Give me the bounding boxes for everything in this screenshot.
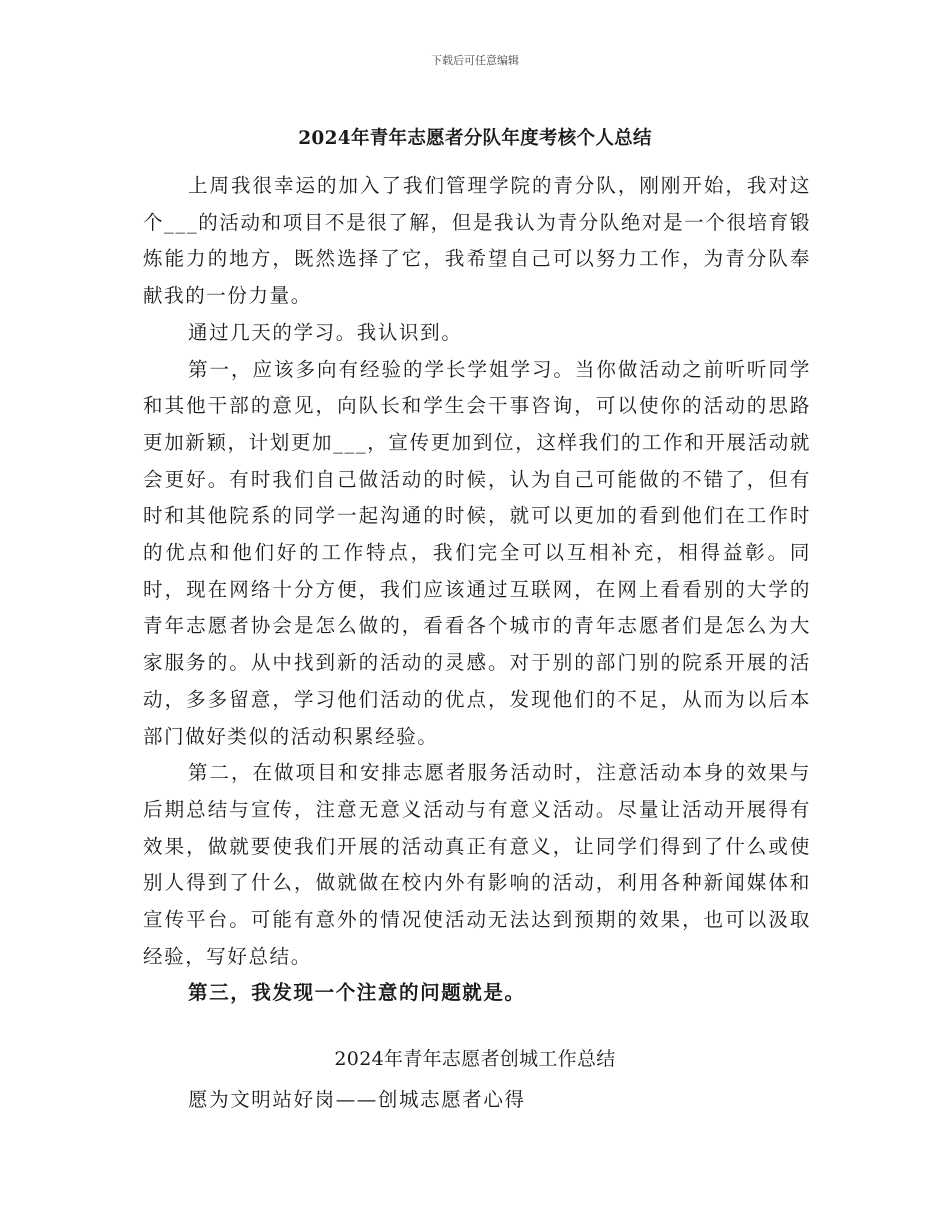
section-subtitle: 愿为文明站好岗——创城志愿者心得 [188, 1088, 526, 1111]
paragraph-first: 第一，应该多向有经验的学长学姐学习。当你做活动之前听听同学和其他干部的意见，向队长和学生会干事咨询，可以使你的活动的思路更加新颖，计划更加___，宣传更加到位，这样我们的工作和开展活动就会更好。有时我们自己做活动的时候，认为自己可能做的不错了，但有时和其他院系的同学一起沟通的时候，就可以更加的看到他们在工作时的优点和他们好的工作特点，我们完全可以互相补充，相得益彰。同时，现在网络十分方便，我们应该通过互联网，在网上看看别的大学的青年志愿者协会是怎么做的，看看各个城市的青年志愿者们是怎么为大家服务的。从中找到新的活动的灵感。对于别的部门别的院系开展的活动，多多留意，学习他们活动的优点，发现他们的不足，从而为以后本部门做好类似的活动积累经验。 [143, 357, 811, 748]
section-title: 2024年青年志愿者创城工作总结 [334, 1048, 616, 1070]
paragraph-third: 第三，我发现一个注意的问题就是。 [188, 981, 526, 1005]
page-header: 下载后可任意编辑 [431, 54, 519, 67]
document-body [143, 168, 811, 1012]
paragraph-intro: 上周我很幸运的加入了我们管理学院的青分队，刚刚开始，我对这个___的活动和项目不是很了解，但是我认为青分队绝对是一个很培育锻炼能力的地方，既然选择了它，我希望自己可以努力工作，为青分队奉献我的一份力量。 [143, 174, 811, 308]
section-body [143, 1082, 811, 1119]
paragraph-second: 第二，在做项目和安排志愿者服务活动时，注意活动本身的效果与后期总结与宣传，注意无意义活动与有意义活动。尽量让活动开展得有效果，做就要使我们开展的活动真正有意义，让同学们得到了什么或使别人得到了什么，做就做在校内外有影响的活动，利用各种新闻媒体和宣传平台。可能有意外的情况使活动无法达到预期的效果，也可以汲取经验，写好总结。 [143, 761, 811, 968]
document-title: 2024年青年志愿者分队年度考核个人总结 [298, 128, 652, 149]
paragraph-learning: 通过几天的学习。我认识到。 [188, 320, 463, 344]
